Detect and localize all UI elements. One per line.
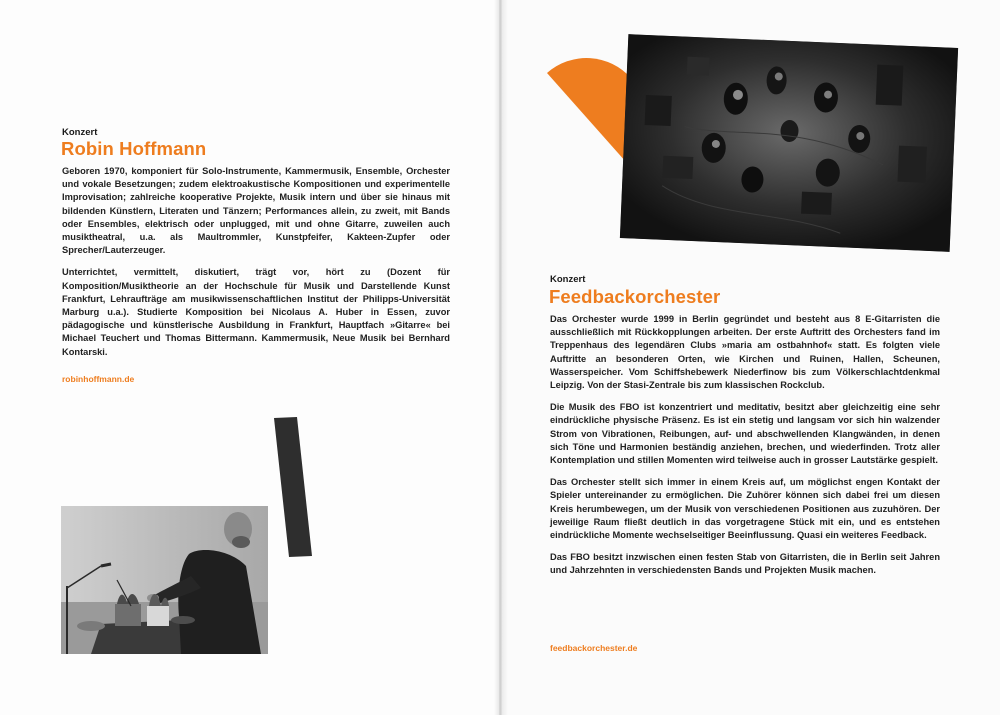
concert-photo — [620, 34, 958, 252]
right-website-link[interactable]: feedbackorchester.de — [550, 643, 638, 653]
right-paragraph-2: Die Musik des FBO ist konzentriert und meditativ, besitzt aber gleichzeitig eine sehr eindrückliche physische Präsenz. Es ist ein stetig und langsam vor sich hin walzender Strom von Vibrationen, Reibungen, auf- und abschwellenden Klangwänden, in denen sich Töne und Harmonien beständig anziehen, brechen, und wiederfinden. Trotz aller Kontemplation und stillen Momenten wird teilweise auch in grosser Lautstärke gespielt. — [550, 402, 940, 466]
right-paragraph-3: Das Orchester stellt sich immer in einem Kreis auf, um möglichst engen Kontakt der Spieler untereinander zu ermöglichen. Die Zuhörer können sich dabei frei um diesen Kreis herumbewegen, um der Musik von verschiedenen Positionen aus zuzuhören. Der jeweilige Raum fließt deutlich in das vorgetragene Stück mit ein, und es entstehen eindrückliche Momente wechselseitiger Beeinflussung. Quasi ein weiteres Feedback. — [550, 477, 940, 541]
left-body-text — [62, 165, 450, 368]
portrait-photo — [61, 506, 268, 654]
right-body-text — [550, 313, 940, 587]
right-paragraph-4: Das FBO besitzt inzwischen einen festen Stab von Gitarristen, die in Berlin seit Jahren und Jahrzehnten in verschiedensten Bands und Projekten Musik machen. — [550, 552, 940, 576]
book-spine — [494, 0, 508, 715]
right-kicker: Konzert — [550, 274, 586, 285]
right-title: Feedbackorchester — [549, 286, 721, 307]
left-paragraph-2: Unterrichtet, vermittelt, diskutiert, trägt vor, hört zu (Dozent für Komposition/Musiktheorie an der Hochschule für Musik und Darstellende Kunst Frankfurt, Lehraufträge am musikwissenschaftlichen Institut der Philipps-Universität Marburg u.a.). Studierte Komposition bei Nicolaus A. Huber in Essen, zuvor pädagogische und künstlerische Ausbildung in Frankfurt, Hauptfach »Gitarre« bei Michael Teuchert und Thomas Bittermann. Kammermusik, Neue Musik bei Bernhard Kontarski. — [62, 267, 450, 357]
left-website-link[interactable]: robinhoffmann.de — [62, 374, 135, 384]
right-paragraph-1: Das Orchester wurde 1999 in Berlin gegründet und besteht aus 8 E-Gitarristen die ausschließlich mit Rückkopplungen arbeiten. Der erste Auftritt des Orchesters fand im Treppenhaus des legendären Clubs »maria am ostbahnhof« statt. Es folgten viele Auftritte an besonderen Orten, wie Kirchen und Ruinen, Hallen, Scheunen, Wasserspeicher. Vom Schiffshebewerk Niederfinow bis zum Völkerschlachtdenkmal Leipzig. Von der Stasi-Zentrale bis zum klassischen Rockclub. — [550, 314, 940, 391]
left-title: Robin Hoffmann — [61, 138, 207, 159]
left-paragraph-1: Geboren 1970, komponiert für Solo-Instrumente, Kammermusik, Ensemble, Orchester und vokale Besetzungen; zudem elektroakustische Kompositionen und experimentelle Improvisation; zahlreiche kooperative Projekte, Musik intern und über sie hinaus mit bildenden Künstlern, Literaten und Tänzern; Performances allein, zu zweit, mit Bands oder Ensembles, elektrisch oder unplugged, mit und ohne Gitarre, zuweilen auch musiktheatral, u.a. als Maultrommler, Kunstpfeifer, Kakteen-Zupfer oder Sprecher/Lauterzeuger. — [62, 166, 450, 256]
left-kicker: Konzert — [62, 127, 98, 138]
